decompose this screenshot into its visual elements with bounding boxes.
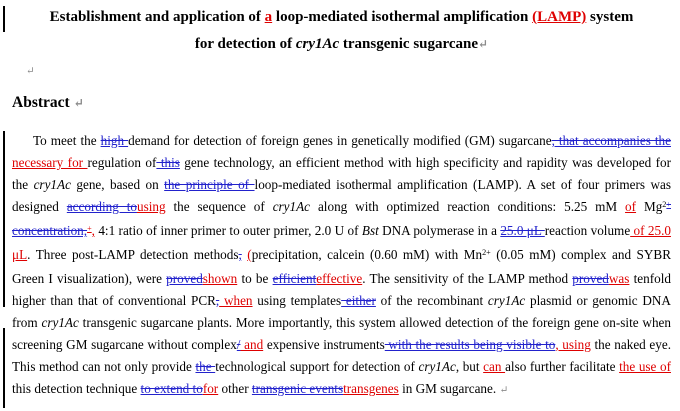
- text-run: the sequence of: [165, 199, 273, 214]
- text-run: for detection of: [194, 36, 296, 52]
- inserted-text-run: of: [625, 199, 637, 214]
- text-run: to be: [237, 271, 273, 286]
- deleted-text-run: proved: [166, 271, 203, 286]
- inserted-text-run: a: [264, 9, 273, 25]
- deleted-text-run: high: [100, 133, 129, 148]
- italic-text-run: cry1Ac: [272, 199, 311, 214]
- inserted-text-run: (: [247, 247, 252, 262]
- italic-text-run: cry1Ac: [295, 36, 340, 52]
- deleted-text-run: 25.0 μL: [500, 223, 545, 238]
- deleted-text-run: to extend to: [140, 381, 203, 396]
- italic-text-run: cry1Ac: [487, 293, 526, 308]
- text-run: . Three post-LAMP detection methods: [27, 247, 239, 262]
- inserted-text-run: was: [608, 271, 630, 286]
- text-run: the naked eye. This method can not only provide: [12, 337, 672, 374]
- text-run: To meet the: [33, 133, 101, 148]
- text-run: transgenic sugarcane: [339, 36, 479, 52]
- text-run: along with optimized reaction conditions: 5.25 mM: [310, 199, 626, 214]
- text-run: of the recombinant: [375, 293, 488, 308]
- text-run: plasmid or genomic DNA from: [12, 293, 671, 330]
- inserted-text-run: of 25.0 μL: [12, 223, 671, 262]
- text-run: Establishment and application of: [49, 9, 265, 25]
- deleted-text-run: /: [236, 337, 241, 352]
- italic-text-run: cry1Ac: [33, 177, 71, 192]
- empty-paragraph: [12, 58, 671, 84]
- revision-change-bar: [3, 328, 5, 408]
- deleted-text-run: this: [156, 155, 180, 170]
- deleted-text-run: either: [341, 293, 376, 308]
- text-run: demand for detection of foreign genes in genetically modified (GM) sugarcane: [128, 133, 552, 148]
- text-run: gene technology, an efficient method with high specificity and rapidity was developed for the: [12, 155, 672, 192]
- revision-change-bar: [3, 6, 5, 32]
- deleted-text-run: ,: [215, 293, 220, 308]
- abstract-paragraph: [12, 130, 671, 402]
- text-run: Mg: [636, 199, 663, 214]
- text-run: this detection technique: [12, 381, 141, 396]
- deleted-superscript-run: +: [666, 199, 671, 209]
- paragraph-mark: ↵: [73, 96, 84, 110]
- text-run: gene, based on: [70, 177, 165, 192]
- text-run: system: [586, 9, 634, 25]
- inserted-text-run: shown: [202, 271, 238, 286]
- italic-text-run: Bst: [361, 223, 379, 238]
- text-run: loop-mediated isothermal amplification: [272, 9, 533, 25]
- text-run: DNA polymerase in a: [378, 223, 501, 238]
- text-run: , but: [455, 359, 484, 374]
- text-run: technological support for detection of: [215, 359, 419, 374]
- text-run: . The sensitivity of the LAMP method: [362, 271, 573, 286]
- italic-text-run: cry1Ac: [41, 315, 79, 330]
- inserted-text-run: , using: [555, 337, 591, 352]
- text-run: loop-mediated isothermal amplification (LAMP). A set of four primers was designed: [12, 177, 671, 214]
- inserted-text-run: using: [136, 199, 166, 214]
- deleted-text-run: the: [195, 359, 216, 374]
- deleted-text-run: according to: [66, 199, 137, 214]
- inserted-text-run: for: [202, 381, 219, 396]
- deleted-text-run: the principle of: [164, 177, 255, 192]
- inserted-text-run: and: [240, 337, 264, 352]
- text-run: using templates: [252, 293, 342, 308]
- superscript-run: 2+: [482, 247, 491, 257]
- deleted-text-run: proved: [572, 271, 609, 286]
- paragraph-mark: ↵: [499, 385, 509, 396]
- revision-change-bar: [3, 131, 5, 307]
- deleted-text-run: transgenic events: [251, 381, 344, 396]
- deleted-text-run: with the results being visible to: [384, 337, 556, 352]
- inserted-text-run: effective: [316, 271, 363, 286]
- deleted-text-run: concentration,: [12, 223, 88, 238]
- text-run: reaction volume: [544, 223, 631, 238]
- text-run: (0.05 mM) complex and SYBR Green I visualization), were: [12, 247, 671, 286]
- paragraph-mark: ↵: [26, 66, 35, 77]
- inserted-text-run: transgenes: [343, 381, 399, 396]
- text-run: regulation of: [87, 155, 157, 170]
- document-title: [12, 0, 671, 58]
- deleted-text-run: ,: [238, 247, 242, 262]
- deleted-text-run: , that accompanies the: [551, 133, 671, 148]
- inserted-text-run: necessary for: [12, 155, 88, 170]
- inserted-text-run: can: [483, 359, 506, 374]
- text-run: also further facilitate: [505, 359, 620, 374]
- text-run: transgenic sugarcane plants. More importantly, this system allowed detection of the foreign gene on-site when screening GM sugarcane without complex: [12, 315, 671, 352]
- inserted-superscript-run: +: [87, 223, 92, 233]
- text-run: in GM sugarcane.: [398, 381, 500, 396]
- inserted-text-run: when: [219, 293, 253, 308]
- text-run: other: [218, 381, 252, 396]
- title-line-1: [12, 4, 671, 31]
- inserted-text-run: the use of: [619, 359, 671, 374]
- paragraph-mark: ↵: [478, 37, 489, 51]
- inserted-text-run: (LAMP): [532, 9, 587, 25]
- title-line-2: [12, 31, 671, 58]
- abstract-heading: [12, 94, 671, 112]
- text-run: precipitation, calcein (0.60 mM) with Mn: [251, 247, 483, 262]
- text-run: tenfold higher than that of conventional PCR: [12, 271, 671, 308]
- italic-text-run: cry1Ac: [418, 359, 456, 374]
- inserted-text-run: ,: [91, 223, 95, 238]
- text-run: 4:1 ratio of inner primer to outer primer, 2.0 U of: [94, 223, 362, 238]
- deleted-text-run: efficient: [272, 271, 317, 286]
- text-run: expensive instruments: [263, 337, 385, 352]
- superscript-run: 2: [662, 199, 667, 209]
- text-run: Abstract: [12, 94, 74, 111]
